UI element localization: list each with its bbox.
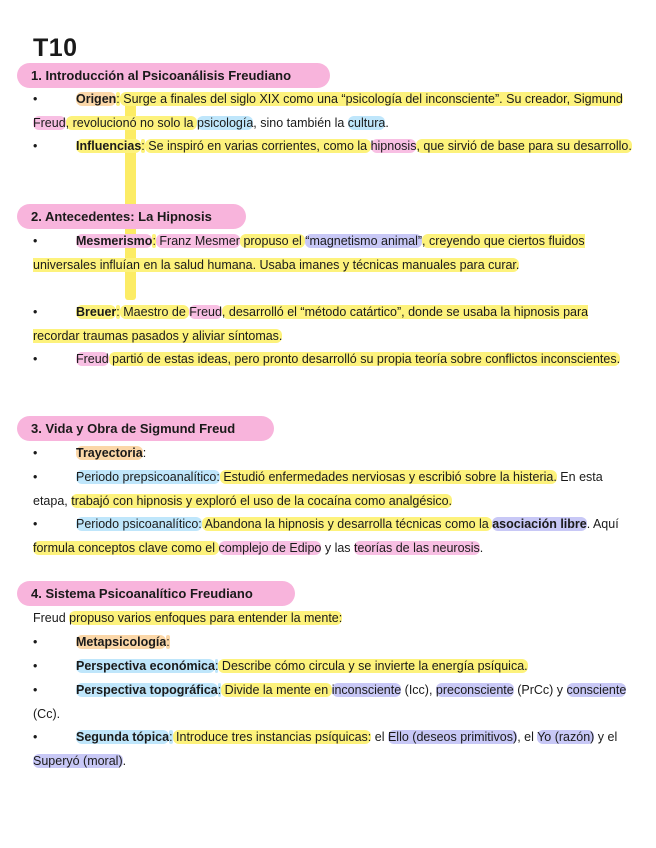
paragraph-perspectiva-economica: • Perspectiva económica: Describe cómo circula y se invierte la energía psíquica. (33, 655, 633, 679)
term-perspectiva-economica: Perspectiva económica (76, 659, 215, 673)
bullet-icon: • (33, 139, 38, 153)
term-perspectiva-topografica: Perspectiva topográfica (76, 683, 218, 697)
term-origen: Origen (76, 92, 117, 106)
paragraph-freud-ideas: • Freud partió de estas ideas, pero pronto desarrolló su propia teoría sobre conflictos inconscientes. (33, 348, 633, 372)
section-heading-vida-obra: 3. Vida y Obra de Sigmund Freud (17, 416, 274, 441)
paragraph-segunda-topica: • Segunda tópica: Introduce tres instancias psíquicas: el Ello (deseos primitivos), el Yo (razón) y el Superyó (moral). (33, 726, 633, 773)
bullet-icon: • (33, 470, 38, 484)
paragraph-perspectiva-topografica: • Perspectiva topográfica: Divide la mente en inconsciente (Icc), preconsciente (PrCc) y consciente (Cc). (33, 679, 633, 726)
term-segunda-topica: Segunda tópica (76, 730, 170, 744)
paragraph-trayectoria: • Trayectoria: (33, 442, 633, 466)
term-trayectoria: Trayectoria (76, 446, 143, 460)
paragraph-influencias: • Influencias: Se inspiró en varias corrientes, como la hipnosis, que sirvió de base para su desarrollo. (33, 135, 633, 159)
term-breuer: Breuer (76, 305, 117, 319)
bullet-icon: • (33, 305, 38, 319)
bullet-icon: • (33, 659, 38, 673)
page-title: T10 (33, 34, 78, 62)
term-influencias: Influencias (76, 139, 142, 153)
paragraph-mesmerismo: • Mesmerismo: Franz Mesmer propuso el “magnetismo animal”, creyendo que ciertos fluidos universales influían en la salud humana. Usaba imanes y técnicas manuales para curar. (33, 230, 633, 277)
paragraph-origen: • Origen: Surge a finales del siglo XIX como una “psicología del inconsciente”. Su creador, Sigmund Freud, revolucionó no solo la psicología, sino también la cultura. (33, 88, 633, 135)
paragraph-metapsicologia: • Metapsicología: (33, 631, 633, 655)
bullet-icon: • (33, 683, 38, 697)
bullet-icon: • (33, 446, 38, 460)
term-metapsicologia: Metapsicología (76, 635, 167, 649)
bullet-icon: • (33, 730, 38, 744)
section-heading-antecedentes: 2. Antecedentes: La Hipnosis (17, 204, 246, 229)
bullet-icon: • (33, 234, 38, 248)
bullet-icon: • (33, 92, 38, 106)
paragraph-psicoanalitico: • Periodo psicoanalítico: Abandona la hipnosis y desarrolla técnicas como la asociación libre. Aquí formula conceptos clave como el complejo de Edipo y las teorías de las neurosis. (33, 513, 633, 560)
section-heading-introduccion: 1. Introducción al Psicoanálisis Freudiano (17, 63, 330, 88)
paragraph-breuer: • Breuer: Maestro de Freud, desarrolló el “método catártico”, donde se usaba la hipnosis para recordar traumas pasados y aliviar síntomas. (33, 301, 633, 348)
term-mesmerismo: Mesmerismo (76, 234, 153, 248)
section-heading-sistema: 4. Sistema Psicoanalítico Freudiano (17, 581, 295, 606)
bullet-icon: • (33, 517, 38, 531)
bullet-icon: • (33, 352, 38, 366)
paragraph-intro-enfoques: Freud propuso varios enfoques para entender la mente: (33, 611, 343, 625)
paragraph-prepsicoanalitico: • Periodo prepsicoanalítico: Estudió enfermedades nerviosas y escribió sobre la histeria. En esta etapa, trabajó con hipnosis y exploró el uso de la cocaína como analgésico. (33, 466, 633, 513)
term-asociacion-libre: asociación libre (492, 517, 587, 531)
bullet-icon: • (33, 635, 38, 649)
